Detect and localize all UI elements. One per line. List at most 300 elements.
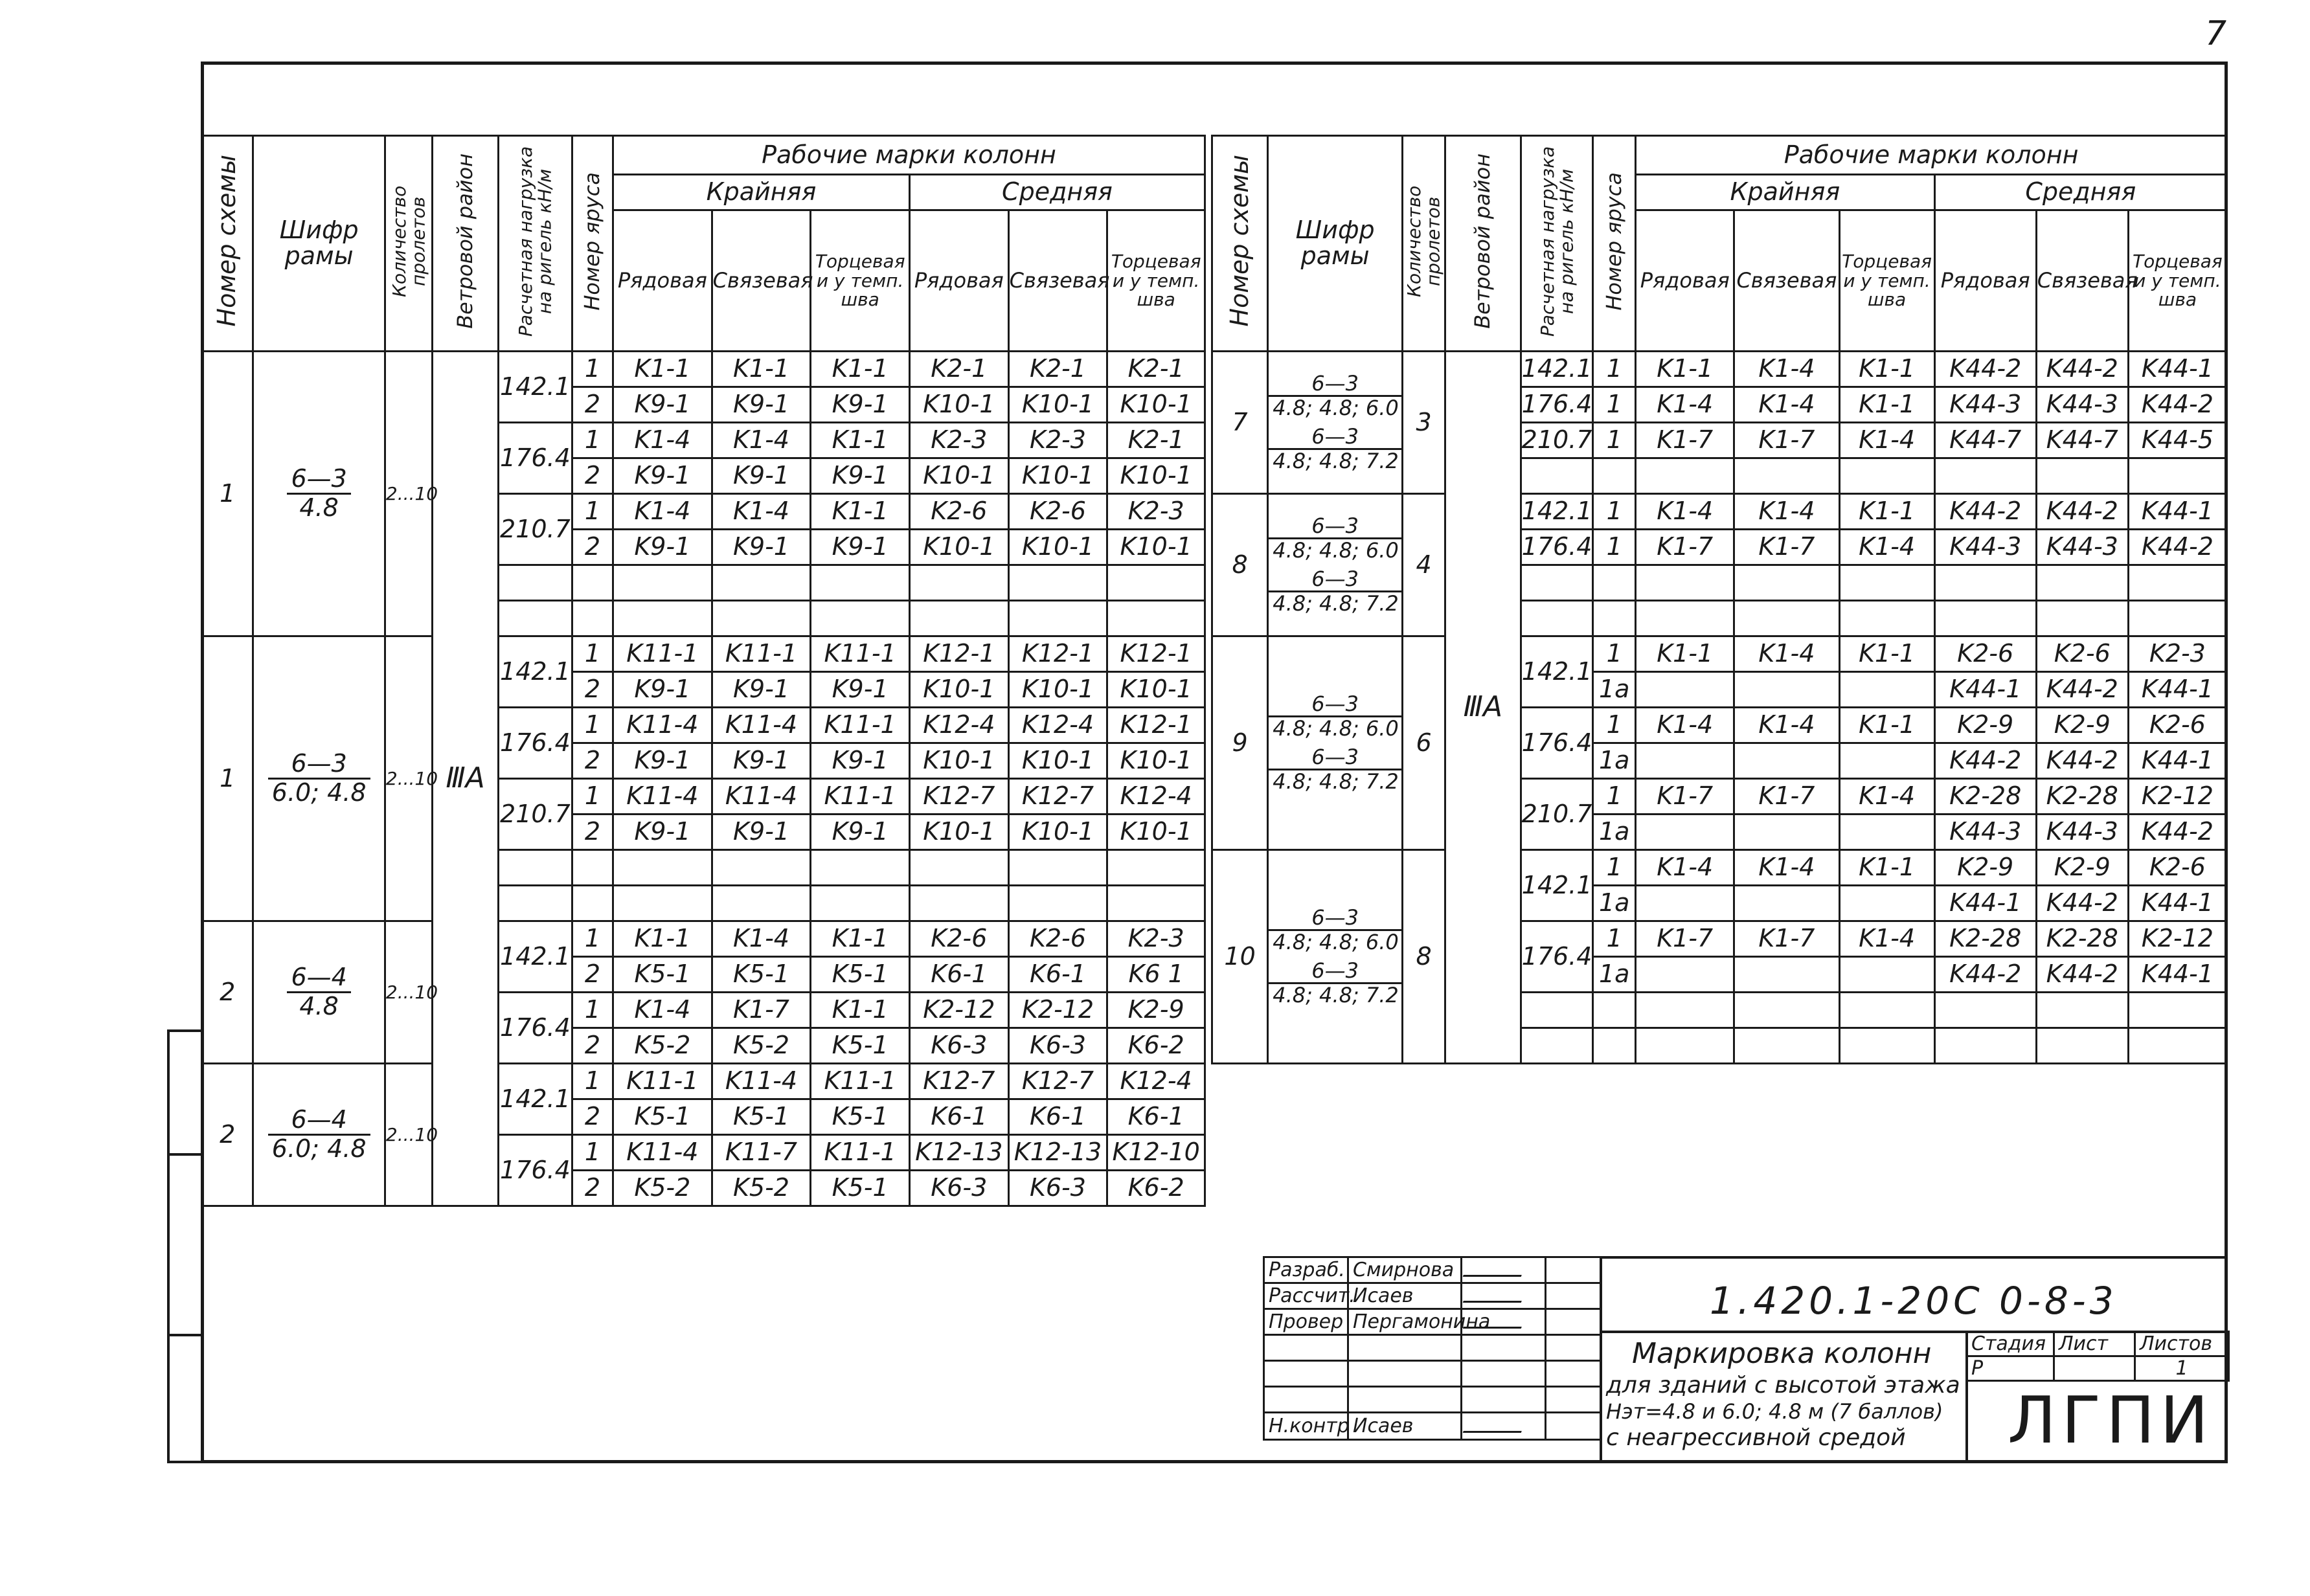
tier-number: 2 [572, 1028, 613, 1064]
column-mark: K1-4 [613, 993, 712, 1028]
column-mark: K1-7 [1636, 423, 1734, 458]
empty-cell [613, 850, 712, 886]
column-mark: K2-28 [1934, 779, 2036, 815]
empty-cell [1521, 458, 1593, 494]
design-load: 210.7 [1521, 779, 1593, 850]
column-mark: K44-2 [2036, 957, 2128, 993]
frame-code-denominator: 6.0; 4.8 [271, 778, 367, 807]
column-mark: K11-1 [811, 636, 910, 672]
column-mark: K44-2 [2128, 387, 2226, 423]
scheme-number: 1 [202, 352, 253, 636]
empty-cell [1734, 565, 1839, 601]
left-marks-table [201, 135, 1206, 1207]
column-mark: K1-1 [811, 993, 910, 1028]
column-mark: K44-2 [2036, 886, 2128, 921]
stage-value: Р [1967, 1356, 2054, 1381]
empty-cell [1107, 565, 1205, 601]
empty-cell [572, 565, 613, 601]
column-mark: K44-3 [2036, 387, 2128, 423]
column-mark: K2-28 [1934, 921, 2036, 957]
column-mark: K2-1 [1107, 423, 1205, 458]
column-mark: K10-1 [1107, 743, 1205, 779]
frame-code [1268, 352, 1403, 494]
column-mark [1734, 672, 1839, 708]
frame-code-numerator: 6—4 [268, 1107, 370, 1136]
frame-code-numerator: 6—3 [1269, 746, 1401, 770]
empty-cell [613, 565, 712, 601]
frame-code-fraction [287, 964, 350, 1020]
column-mark: K6 1 [1107, 957, 1205, 993]
hdr-frame-code: Шифр рамы [253, 136, 385, 352]
column-mark: K2-3 [1008, 423, 1107, 458]
column-mark: K5-2 [712, 1028, 811, 1064]
empty-cell [2128, 1028, 2226, 1064]
column-mark: K1-1 [712, 352, 811, 387]
table-row [1212, 352, 2227, 387]
frame-code [1268, 850, 1403, 1064]
frame-code-numerator: 6—3 [1269, 515, 1401, 539]
developed-name: Смирнова [1348, 1257, 1462, 1283]
span-count: 6 [1403, 636, 1445, 850]
empty-cell [572, 601, 613, 636]
column-mark: K5-1 [811, 1171, 910, 1206]
wind-region: ⅢA [1445, 352, 1521, 1064]
column-mark: K2-12 [909, 993, 1008, 1028]
frame-code-fraction [1269, 746, 1401, 793]
empty-cell [1521, 993, 1593, 1028]
empty-cell [1593, 565, 1636, 601]
empty-cell [498, 850, 572, 886]
signature [1462, 1257, 1546, 1283]
column-mark: K10-1 [1008, 672, 1107, 708]
design-load: 176.4 [1521, 708, 1593, 779]
column-mark: K44-1 [1934, 672, 2036, 708]
column-mark: K1-4 [712, 494, 811, 530]
sheet-value [2054, 1356, 2135, 1381]
column-mark: K9-1 [712, 815, 811, 850]
empty-cell [1636, 565, 1734, 601]
tier-number: 2 [572, 458, 613, 494]
tier-number: 1 [572, 1135, 613, 1171]
column-mark: K1-4 [1636, 850, 1734, 886]
column-mark: K10-1 [1107, 458, 1205, 494]
hdr-wind-region: Ветровой район [433, 136, 499, 352]
column-mark: K12-10 [1107, 1135, 1205, 1171]
column-mark: K9-1 [613, 387, 712, 423]
column-mark: K12-4 [1107, 779, 1205, 815]
frame-code [253, 1064, 385, 1206]
column-mark: K5-1 [712, 957, 811, 993]
span-count: 3 [1403, 352, 1445, 494]
signature [1462, 1413, 1546, 1440]
column-mark: K5-1 [811, 957, 910, 993]
hdr-tier-no: Номер яруса [1593, 136, 1636, 352]
table-row [1212, 850, 2227, 886]
column-mark: K1-1 [1636, 352, 1734, 387]
column-mark: K1-4 [1734, 636, 1839, 672]
calculated-name: Исаев [1348, 1283, 1462, 1309]
binding-tab-lower [167, 1334, 203, 1463]
tier-number: 1 [1593, 708, 1636, 743]
column-mark: K11-1 [811, 1135, 910, 1171]
column-mark: K9-1 [811, 458, 910, 494]
hdr-working-marks: Рабочие марки колонн [613, 136, 1205, 175]
span-count: 2...10 [385, 921, 432, 1064]
column-mark: K10-1 [909, 815, 1008, 850]
design-load: 176.4 [1521, 530, 1593, 565]
column-mark: K1-4 [712, 921, 811, 957]
column-mark: K44-2 [1934, 957, 2036, 993]
empty-cell [1008, 601, 1107, 636]
tier-number: 1 [1593, 423, 1636, 458]
column-mark: K1-4 [712, 423, 811, 458]
sheets-label: Листов [2135, 1332, 2229, 1356]
tier-number: 1 [572, 636, 613, 672]
empty-cell [1934, 458, 2036, 494]
frame-code [253, 352, 385, 636]
frame-code-denominator: 4.8; 4.8; 7.2 [1273, 769, 1399, 794]
column-mark: K1-7 [1734, 530, 1839, 565]
scheme-number: 7 [1212, 352, 1268, 494]
column-mark: K1-4 [1734, 850, 1839, 886]
column-mark [1734, 743, 1839, 779]
wind-region: ⅢA [433, 352, 499, 1206]
column-mark: K10-1 [909, 387, 1008, 423]
empty-cell [1107, 886, 1205, 921]
frame-code-fraction [287, 466, 350, 522]
column-mark: K12-7 [1008, 779, 1107, 815]
column-mark [1839, 672, 1934, 708]
empty-cell [2128, 458, 2226, 494]
frame-code-denominator: 4.8; 4.8; 7.2 [1273, 590, 1399, 616]
column-mark: K2-9 [2036, 708, 2128, 743]
developed-label: Разраб. [1264, 1257, 1348, 1283]
table-row [1212, 494, 2227, 530]
column-mark: K44-3 [2036, 815, 2128, 850]
hdr-end-joint: Торцевая и у темп. шва [811, 210, 910, 352]
column-mark: K44-3 [1934, 815, 2036, 850]
hdr-wind-region: Ветровой район [1445, 136, 1521, 352]
empty-cell [811, 850, 910, 886]
checked-name: Пергамонина [1348, 1309, 1462, 1335]
column-mark: K5-2 [613, 1171, 712, 1206]
tier-number: 1 [1593, 779, 1636, 815]
design-load: 142.1 [1521, 352, 1593, 387]
column-mark: K6-1 [909, 957, 1008, 993]
tier-number: 1 [572, 423, 613, 458]
empty-cell [909, 601, 1008, 636]
hdr-row: Рядовая [909, 210, 1008, 352]
column-mark: K2-28 [2036, 779, 2128, 815]
frame-code-fraction [1269, 568, 1401, 615]
column-mark: K5-1 [613, 1099, 712, 1135]
frame-code-fraction [1269, 372, 1401, 420]
column-mark: K1-1 [811, 352, 910, 387]
design-load: 176.4 [1521, 387, 1593, 423]
design-load: 142.1 [498, 636, 572, 708]
tier-number: 1 [1593, 921, 1636, 957]
frame-code [253, 636, 385, 921]
column-mark: K1-4 [1636, 708, 1734, 743]
hdr-bracing: Связевая [1734, 210, 1839, 352]
column-mark: K12-13 [1008, 1135, 1107, 1171]
frame-code-fraction [1269, 960, 1401, 1007]
column-mark: K2-6 [1008, 494, 1107, 530]
column-mark: K2-1 [909, 352, 1008, 387]
empty-cell [1008, 565, 1107, 601]
column-mark: K9-1 [613, 458, 712, 494]
design-load: 176.4 [498, 993, 572, 1064]
empty-cell [1593, 601, 1636, 636]
design-load: 142.1 [498, 921, 572, 993]
tier-number: 2 [572, 672, 613, 708]
empty-cell [1934, 1028, 2036, 1064]
empty-cell [811, 565, 910, 601]
column-mark: K1-4 [1734, 494, 1839, 530]
column-mark: K11-7 [712, 1135, 811, 1171]
frame-code-numerator: 6—3 [1269, 906, 1401, 931]
column-mark: K11-4 [613, 708, 712, 743]
empty-cell [811, 886, 910, 921]
column-mark: K10-1 [909, 672, 1008, 708]
span-count: 2...10 [385, 1064, 432, 1206]
empty-cell [498, 601, 572, 636]
column-mark: K5-1 [811, 1028, 910, 1064]
tier-number: 1 [572, 993, 613, 1028]
column-mark: K44-1 [2128, 672, 2226, 708]
design-load: 176.4 [498, 1135, 572, 1206]
frame-code-denominator: 4.8; 4.8; 6.0 [1273, 930, 1399, 955]
column-mark: K12-1 [1008, 636, 1107, 672]
column-mark [1734, 957, 1839, 993]
column-mark: K44-3 [1934, 530, 2036, 565]
column-mark: K6-1 [1008, 957, 1107, 993]
column-mark: K1-1 [1636, 636, 1734, 672]
column-mark: K44-5 [2128, 423, 2226, 458]
column-mark: K9-1 [712, 387, 811, 423]
design-load: 210.7 [1521, 423, 1593, 458]
column-mark: K2-3 [2128, 636, 2226, 672]
stage-sheet-table [1965, 1331, 2230, 1382]
frame-code [253, 921, 385, 1064]
column-mark [1734, 815, 1839, 850]
column-mark: K2-1 [1008, 352, 1107, 387]
frame-code-denominator: 4.8 [299, 992, 339, 1020]
column-mark: K1-4 [1839, 779, 1934, 815]
calculated-label: Рассчит. [1264, 1283, 1348, 1309]
column-mark: K1-7 [1734, 779, 1839, 815]
empty-cell [1008, 886, 1107, 921]
column-mark: K6-2 [1107, 1171, 1205, 1206]
column-mark: K6-3 [1008, 1171, 1107, 1206]
empty-cell [909, 886, 1008, 921]
column-mark: K2-6 [2128, 850, 2226, 886]
column-mark: K44-2 [1934, 494, 2036, 530]
column-mark: K9-1 [811, 743, 910, 779]
column-mark: K10-1 [1107, 672, 1205, 708]
frame-code-denominator: 6.0; 4.8 [271, 1134, 367, 1163]
hdr-edge: Крайняя [1636, 175, 1934, 210]
design-load: 142.1 [498, 352, 572, 423]
scheme-number: 2 [202, 1064, 253, 1206]
signature [1462, 1309, 1546, 1335]
column-mark: K9-1 [712, 458, 811, 494]
empty-cell [1107, 850, 1205, 886]
column-mark: K12-4 [1107, 1064, 1205, 1099]
hdr-edge: Крайняя [613, 175, 910, 210]
column-mark: K5-1 [712, 1099, 811, 1135]
design-load: 176.4 [498, 708, 572, 779]
empty-cell [613, 886, 712, 921]
hdr-scheme-no: Номер схемы [202, 136, 253, 352]
hdr-bracing: Связевая [2036, 210, 2128, 352]
empty-cell [1593, 458, 1636, 494]
column-mark: K1-1 [811, 921, 910, 957]
scheme-number: 9 [1212, 636, 1268, 850]
hdr-bracing: Связевая [712, 210, 811, 352]
column-mark: K10-1 [1008, 458, 1107, 494]
column-mark: K5-1 [811, 1099, 910, 1135]
column-mark: K11-4 [613, 1135, 712, 1171]
column-mark: K44-2 [1934, 352, 2036, 387]
column-mark: K10-1 [909, 530, 1008, 565]
table-row [1212, 636, 2227, 672]
frame-code-denominator: 4.8 [299, 493, 339, 522]
column-mark: K2-6 [1934, 636, 2036, 672]
column-mark: K1-4 [1734, 352, 1839, 387]
column-mark: K6-1 [1107, 1099, 1205, 1135]
column-mark: K2-9 [1934, 708, 2036, 743]
empty-cell [1839, 1028, 1934, 1064]
design-load: 142.1 [1521, 636, 1593, 708]
column-mark: K6-1 [1008, 1099, 1107, 1135]
tier-number: 2 [572, 957, 613, 993]
hdr-design-load: Расчетная нагрузка на ригель кН/м [1521, 136, 1593, 352]
right-marks-table [1211, 135, 2228, 1064]
tier-number: 1 [1593, 494, 1636, 530]
binding-tab-upper [167, 1029, 203, 1156]
hdr-working-marks: Рабочие марки колонн [1636, 136, 2227, 175]
hdr-end-joint: Торцевая и у темп. шва [1839, 210, 1934, 352]
column-mark: K44-2 [2036, 672, 2128, 708]
empty-cell [1593, 1028, 1636, 1064]
column-mark: K11-4 [613, 779, 712, 815]
tier-number: 2 [572, 530, 613, 565]
empty-cell [1734, 1028, 1839, 1064]
table-row [202, 1064, 1205, 1099]
column-mark: K10-1 [909, 458, 1008, 494]
sheet-label: Лист [2054, 1332, 2135, 1356]
design-load: 142.1 [498, 1064, 572, 1135]
frame-code-denominator: 4.8; 4.8; 6.0 [1273, 538, 1399, 563]
column-mark: K1-1 [1839, 387, 1934, 423]
frame-code-numerator: 6—3 [1269, 568, 1401, 592]
tier-number: 1 [1593, 850, 1636, 886]
frame-code-denominator: 4.8; 4.8; 7.2 [1273, 448, 1399, 473]
empty-cell [2036, 601, 2128, 636]
frame-code-fraction [1269, 425, 1401, 473]
hdr-scheme-no: Номер схемы [1212, 136, 1268, 352]
empty-cell [712, 886, 811, 921]
column-mark: K10-1 [1008, 387, 1107, 423]
column-mark: K9-1 [712, 530, 811, 565]
empty-cell [1734, 601, 1839, 636]
column-mark: K44-2 [2036, 494, 2128, 530]
frame-code-numerator: 6—3 [287, 466, 350, 495]
column-mark: K1-7 [1734, 921, 1839, 957]
empty-cell [1636, 993, 1734, 1028]
normcontrol-name: Исаев [1348, 1413, 1462, 1440]
table-row [202, 352, 1205, 387]
frame-code-denominator: 4.8; 4.8; 6.0 [1273, 396, 1399, 421]
empty-cell [1636, 601, 1734, 636]
column-mark: K44-2 [2128, 530, 2226, 565]
tier-number: 1 [572, 494, 613, 530]
column-mark: K12-7 [909, 1064, 1008, 1099]
empty-cell [712, 850, 811, 886]
empty-cell [572, 886, 613, 921]
column-mark: K1-1 [1839, 352, 1934, 387]
column-mark: K1-1 [1839, 636, 1934, 672]
column-mark: K1-1 [1839, 494, 1934, 530]
column-mark: K11-1 [712, 636, 811, 672]
frame-code-numerator: 6—3 [1269, 693, 1401, 717]
column-mark: K11-1 [811, 708, 910, 743]
tier-number: 1 [572, 921, 613, 957]
empty-cell [1934, 601, 2036, 636]
column-mark: K5-2 [712, 1171, 811, 1206]
column-mark: K2-12 [2128, 921, 2226, 957]
sheets-value: 1 [2135, 1356, 2229, 1381]
tier-number: 1 [1593, 530, 1636, 565]
column-mark: K5-2 [613, 1028, 712, 1064]
column-mark [1636, 743, 1734, 779]
design-load: 142.1 [1521, 494, 1593, 530]
frame-code [1268, 494, 1403, 636]
empty-cell [1839, 993, 1934, 1028]
column-mark: K6-3 [1008, 1028, 1107, 1064]
column-mark: K44-2 [2128, 815, 2226, 850]
column-mark [1734, 886, 1839, 921]
frame-code-numerator: 6—3 [1269, 425, 1401, 450]
column-mark: K1-4 [613, 494, 712, 530]
empty-cell [1839, 565, 1934, 601]
binding-tab-middle [167, 1156, 203, 1334]
hdr-row: Рядовая [1934, 210, 2036, 352]
frame-code [1268, 636, 1403, 850]
hdr-span-count: Количество пролетов [1403, 136, 1445, 352]
hdr-middle: Средняя [1934, 175, 2226, 210]
hdr-design-load: Расчетная нагрузка на ригель кН/м [498, 136, 572, 352]
column-mark: K12-4 [1008, 708, 1107, 743]
column-mark: K1-1 [613, 921, 712, 957]
tier-number: 1a [1593, 672, 1636, 708]
column-mark [1839, 743, 1934, 779]
column-mark: K44-7 [1934, 423, 2036, 458]
column-mark: K6-3 [909, 1028, 1008, 1064]
column-mark: K6-2 [1107, 1028, 1205, 1064]
tier-number: 2 [572, 815, 613, 850]
column-mark: K11-4 [712, 779, 811, 815]
column-mark: K1-1 [1839, 850, 1934, 886]
scheme-number: 1 [202, 636, 253, 921]
column-mark: K10-1 [1008, 815, 1107, 850]
column-mark: K11-1 [613, 636, 712, 672]
column-mark: K9-1 [811, 530, 910, 565]
title-line-2: для зданий с высотой этажа [1606, 1371, 1960, 1399]
column-mark: K1-1 [613, 352, 712, 387]
tier-number: 1 [572, 352, 613, 387]
